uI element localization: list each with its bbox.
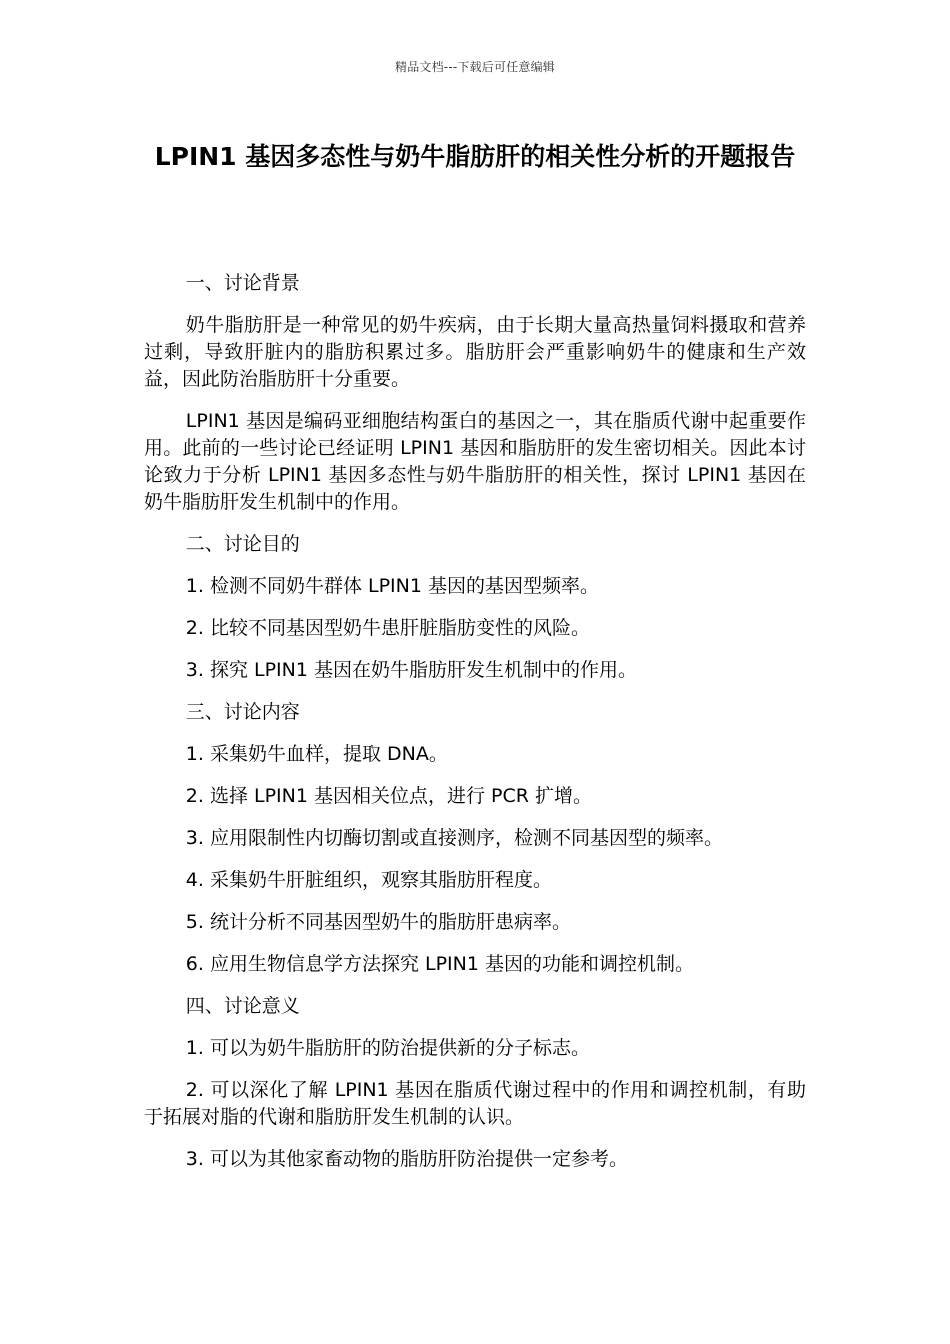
document-body: [144, 270, 806, 1188]
list-item-significance-2: 2. 可以深化了解 LPIN1 基因在脂质代谢过程中的作用和调控机制，有助于拓展对脂的代谢和脂肪肝发生机制的认识。: [144, 1079, 806, 1128]
section-heading-significance: 四、讨论意义: [185, 995, 300, 1017]
list-item-purpose-1: 1. 检测不同奶牛群体 LPIN1 基因的基因型频率。: [185, 575, 599, 597]
list-item-purpose-2: 2. 比较不同基因型奶牛患肝脏脂肪变性的风险。: [185, 617, 590, 639]
list-item-significance-1: 1. 可以为奶牛脂肪肝的防治提供新的分子标志。: [185, 1037, 590, 1059]
list-item-content-6: 6. 应用生物信息学方法探究 LPIN1 基因的功能和调控机制。: [185, 953, 694, 975]
list-item-content-1: 1. 采集奶牛血样，提取 DNA。: [185, 743, 448, 765]
section-heading-content: 三、讨论内容: [185, 701, 300, 723]
list-item-content-5: 5. 统计分析不同基因型奶牛的脂肪肝患病率。: [185, 911, 571, 933]
section-heading-background: 一、讨论背景: [185, 272, 300, 294]
list-item-content-4: 4. 采集奶牛肝脏组织，观察其脂肪肝程度。: [185, 869, 552, 891]
section-heading-purpose: 二、讨论目的: [185, 533, 300, 555]
document-title: LPIN1 基因多态性与奶牛脂肪肝的相关性分析的开题报告: [154, 142, 796, 171]
list-item-significance-3: 3. 可以为其他家畜动物的脂肪肝防治提供一定参考。: [185, 1148, 628, 1170]
paragraph-background-1: 奶牛脂肪肝是一种常见的奶牛疾病，由于长期大量高热量饲料摄取和营养过剩，导致肝脏内的脂肪积累过多。脂肪肝会严重影响奶牛的健康和生产效益，因此防治脂肪肝十分重要。: [144, 314, 806, 390]
list-item-content-3: 3. 应用限制性内切酶切割或直接测序，检测不同基因型的频率。: [185, 827, 723, 849]
list-item-purpose-3: 3. 探究 LPIN1 基因在奶牛脂肪肝发生机制中的作用。: [185, 659, 637, 681]
page-header: 精品文档---下载后可任意编辑: [395, 60, 555, 74]
list-item-content-2: 2. 选择 LPIN1 基因相关位点，进行 PCR 扩增。: [185, 785, 592, 807]
paragraph-background-2: LPIN1 基因是编码亚细胞结构蛋白的基因之一，其在脂质代谢中起重要作用。此前的一些讨论已经证明 LPIN1 基因和脂肪肝的发生密切相关。因此本讨论致力于分析 LPIN1 基因多态性与奶牛脂肪肝的相关性，探讨 LPIN1 基因在奶牛脂肪肝发生机制中的作用。: [144, 410, 806, 513]
